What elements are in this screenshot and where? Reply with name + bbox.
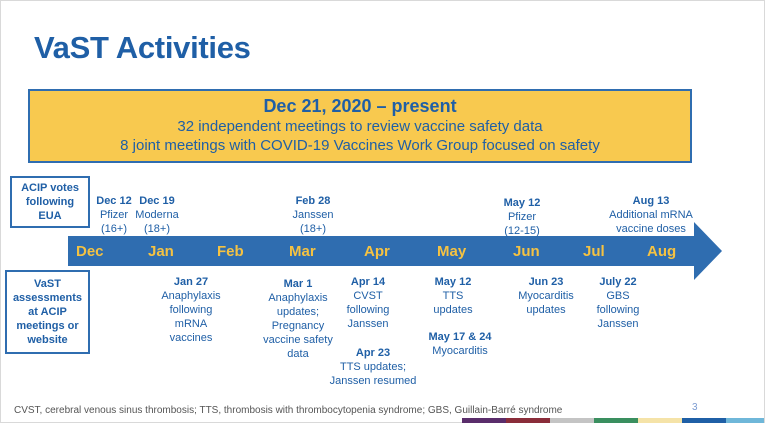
vote-event	[95, 194, 133, 236]
event-line: Anaphylaxis	[268, 292, 328, 304]
banner-heading: Dec 21, 2020 – present	[263, 96, 457, 116]
page-number: 3	[692, 402, 698, 413]
event-date: Feb 28	[295, 195, 331, 207]
vote-event	[289, 194, 337, 236]
month-feb: Feb	[217, 243, 244, 260]
banner-line-1: 32 independent meetings to review vaccine safety data	[177, 118, 543, 135]
vast-event	[422, 330, 498, 358]
banner-line-2: 8 joint meetings with COVID-19 Vaccines Work Group focused on safety	[120, 137, 600, 154]
footer-color-bar	[726, 418, 764, 423]
month-jan: Jan	[148, 243, 174, 260]
event-date: Apr 23	[355, 347, 391, 359]
event-line: (18+)	[144, 223, 170, 235]
event-date: Jun 23	[528, 276, 564, 288]
event-line: (18+)	[300, 223, 326, 235]
event-date: Aug 13	[632, 195, 670, 207]
event-line: data	[287, 348, 309, 360]
vast-event	[428, 275, 478, 317]
footer-color-bar	[638, 418, 682, 423]
event-line: updates	[433, 304, 473, 316]
vast-assessments-box	[5, 270, 90, 354]
vote-event	[498, 196, 546, 238]
event-line: Pfizer	[507, 211, 537, 223]
event-date: July 22	[599, 276, 637, 288]
event-line: Anaphylaxis	[161, 290, 221, 302]
event-date: May 17 & 24	[428, 331, 492, 343]
event-date: Dec 19	[139, 195, 175, 207]
footer-color-bar	[462, 418, 506, 423]
acip-votes-box	[10, 176, 90, 228]
month-jun: Jun	[513, 243, 540, 260]
event-line: Janssen	[292, 209, 334, 221]
event-date: Apr 14	[350, 276, 386, 288]
event-line: following	[346, 304, 390, 316]
event-line: Moderna	[135, 209, 179, 221]
event-line: Myocarditis	[432, 345, 488, 357]
event-line: Janssen	[597, 318, 639, 330]
event-line: Janssen resumed	[329, 375, 417, 387]
event-date: Dec 12	[96, 195, 132, 207]
month-aug: Aug	[647, 243, 677, 260]
event-line: (12-15)	[504, 225, 540, 237]
vast-assessments-label: VaST assessments at ACIP meetings or website	[12, 278, 83, 346]
event-line: vaccine safety	[263, 334, 333, 346]
event-line: GBS	[606, 290, 630, 302]
event-date: May 12	[434, 276, 472, 288]
acip-votes-label: ACIP votes following EUA	[21, 182, 79, 222]
event-date: May 12	[503, 197, 541, 209]
vast-event	[156, 275, 226, 345]
event-line: Pregnancy	[271, 320, 325, 332]
event-line: mRNA	[174, 318, 208, 330]
event-line: Janssen	[347, 318, 389, 330]
vast-event	[260, 277, 336, 361]
footer-color-bar	[682, 418, 726, 423]
event-line: vaccine doses	[616, 223, 686, 235]
vast-event	[590, 275, 646, 331]
month-dec: Dec	[76, 243, 104, 260]
footer-color-bar	[506, 418, 550, 423]
event-line: Pfizer	[99, 209, 129, 221]
month-apr: Apr	[364, 243, 390, 260]
event-date: Jan 27	[173, 276, 209, 288]
event-line: following	[596, 304, 640, 316]
month-may: May	[437, 243, 467, 260]
event-line: vaccines	[169, 332, 213, 344]
event-line: following	[169, 304, 213, 316]
month-mar: Mar	[289, 243, 316, 260]
footnote: CVST, cerebral venous sinus thrombosis; TTS, thrombosis with thrombocytopenia syndrome; GBS, Guillain-Barré syndrome	[14, 405, 563, 416]
month-jul: Jul	[583, 243, 605, 260]
vast-event	[326, 346, 420, 388]
event-line: updates;	[276, 306, 320, 318]
vote-event	[133, 194, 181, 236]
event-line: (16+)	[101, 223, 127, 235]
event-line: Additional mRNA	[609, 209, 693, 221]
event-line: CVST	[353, 290, 383, 302]
vote-event	[604, 194, 698, 236]
footer-color-bar	[594, 418, 638, 423]
vast-event	[340, 275, 396, 331]
footer-color-bar	[550, 418, 594, 423]
event-line: Myocarditis	[518, 290, 574, 302]
event-line: TTS updates;	[339, 361, 407, 373]
event-line: TTS	[442, 290, 464, 302]
page-title: VaST Activities	[34, 30, 251, 65]
summary-banner	[28, 89, 692, 163]
event-line: updates	[526, 304, 566, 316]
vast-event	[510, 275, 582, 317]
event-date: Mar 1	[283, 278, 313, 290]
